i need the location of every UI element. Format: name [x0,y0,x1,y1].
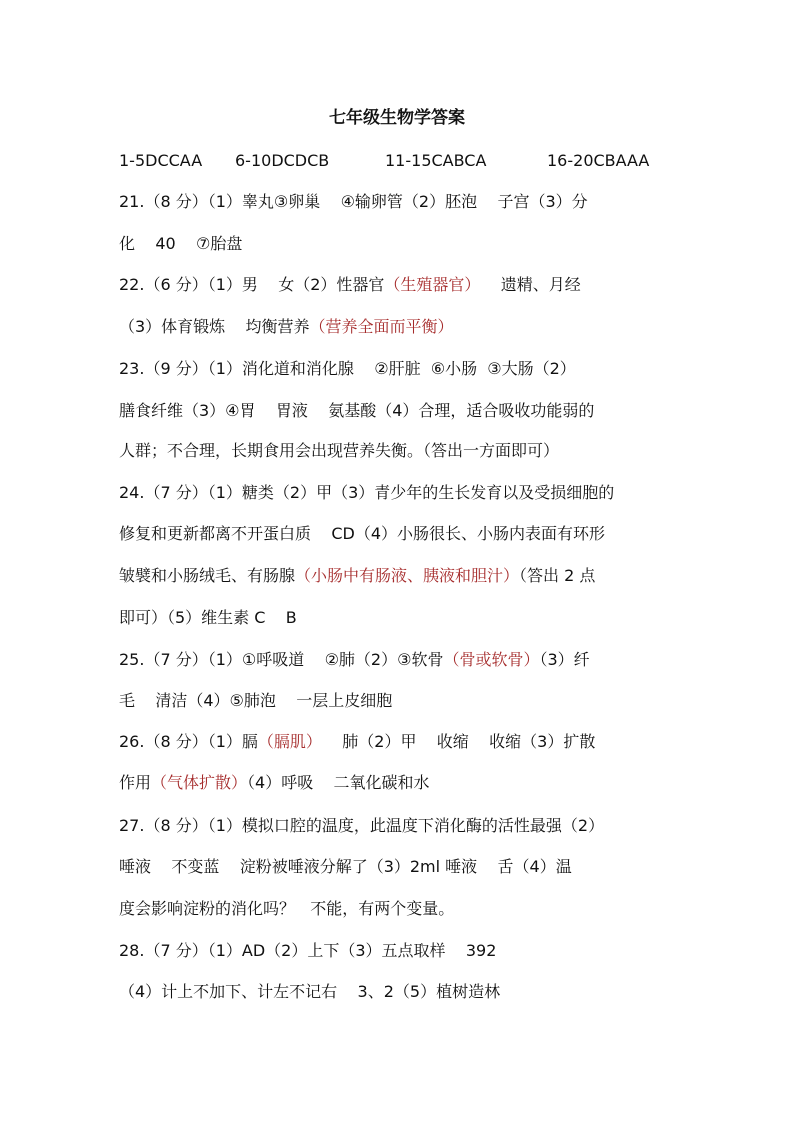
answer-line [119,440,739,462]
answer-line [119,898,739,920]
answer-text: 化 40 ⑦胎盘 [119,234,243,253]
answer-text: （4）呼吸 二氧化碳和水 [247,773,430,792]
answer-text: （3）体育锻炼 均衡营养 [119,317,310,336]
answer-line [119,565,739,587]
answer-text: 24.（7 分）（1）糖类（2）甲（3）青少年的生长发育以及受损细胞的 [119,483,615,502]
answer-line [119,316,739,338]
answer-text: 皱襞和小肠绒毛、有肠腺 [119,566,296,585]
answer-text: 唾液 不变蓝 淀粉被唾液分解了（3）2ml 唾液 舌（4）温 [119,857,572,876]
answer-line [119,482,739,504]
answer-text: 28.（7 分）（1）AD（2）上下（3）五点取样 392 [119,941,497,960]
alternate-answer-note: （气体扩散） [151,773,248,792]
answer-text: 22.（6 分）（1）男 女（2）性器官 [119,275,385,294]
mc-answer-group: 1-5DCCAA [119,151,203,170]
page-title: 七年级生物学答案 [329,108,465,128]
answer-text: 修复和更新都离不开蛋白质 CD（4）小肠很长、小肠内表面有环形 [119,524,606,543]
answer-line [119,772,739,794]
answer-line [119,649,739,671]
answer-line [119,274,739,296]
alternate-answer-note: （生殖器官） [384,275,481,294]
alternate-answer-note: （小肠中有肠液、胰液和胆汁） [295,566,520,585]
answer-text: 21.（8 分）（1）睾丸③卵巢 ④输卵管（2）胚泡 子宫（3）分 [119,192,588,211]
answer-line [119,940,739,962]
answer-text: 25.（7 分）（1）①呼吸道 ②肺（2）③软骨 [119,650,444,669]
answer-text: 遗精、月经 [480,275,581,294]
answer-text: （答出 2 点 [519,566,596,585]
answer-text: 作用 [119,773,152,792]
answer-text: 27.（8 分）（1）模拟口腔的温度，此温度下消化酶的活性最强（2） [119,816,605,835]
answer-text: 毛 清洁（4）⑤肺泡 一层上皮细胞 [119,691,393,710]
answer-line [119,981,739,1003]
answer-text: 人群；不合理，长期食用会出现营养失衡。（答出一方面即可） [119,441,560,460]
mc-answer-group: 11-15CABCA [385,151,487,170]
answer-line [119,523,739,545]
mc-answer-group: 6-10DCDCB [235,151,330,170]
answer-text: 26.（8 分）（1）膈 [119,732,258,751]
mc-answer-group: 16-20CBAAA [547,151,650,170]
answer-line [119,607,739,629]
answer-line [119,400,739,422]
answer-line [119,856,739,878]
answer-text: 23.（9 分）（1）消化道和消化腺 ②肝脏 ⑥小肠 ③大肠（2） [119,359,576,378]
answer-line [119,690,739,712]
answer-text: （3）纤 [539,650,590,669]
alternate-answer-note: （骨或软骨） [443,650,540,669]
answer-text: 即可）（5）维生素 C B [119,608,297,627]
alternate-answer-note: （营养全面而平衡） [309,317,454,336]
answer-text: （4）计上不加下、计左不记右 3、2（5）植树造林 [119,982,501,1001]
answer-text: 肺（2）甲 收缩 收缩（3）扩散 [321,732,596,751]
answer-line [119,233,739,255]
answer-line [119,731,739,753]
alternate-answer-note: （膈肌） [257,732,322,751]
answer-line [119,815,739,837]
answer-line [119,191,739,213]
answer-text: 膳食纤维（3）④胃 胃液 氨基酸（4）合理，适合吸收功能弱的 [119,401,595,420]
answer-text: 度会影响淀粉的消化吗？ 不能，有两个变量。 [119,899,455,918]
answer-line [119,358,739,380]
